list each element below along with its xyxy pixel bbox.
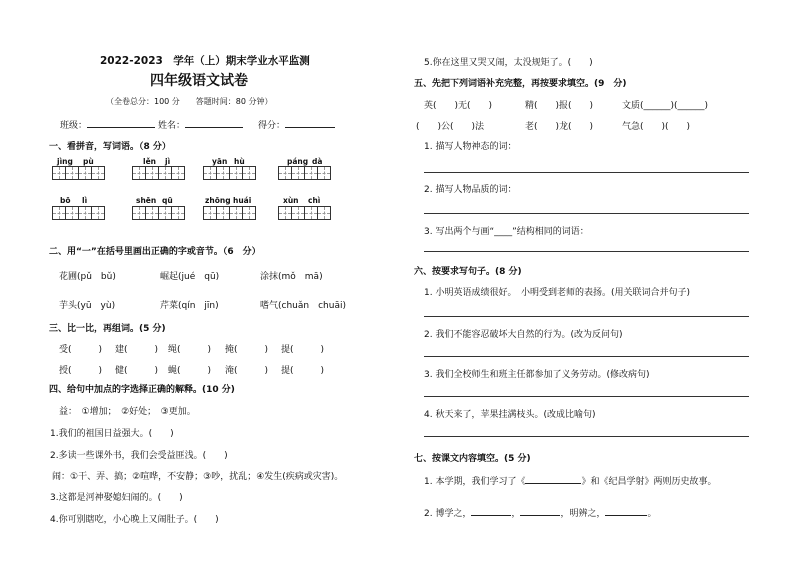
s3-item-9[interactable]: 淹( ) [225, 366, 269, 376]
name-label: 姓名： [158, 121, 186, 131]
s4-question-5[interactable]: 5.你在这里又哭又闹，太没规矩了。( ) [424, 58, 593, 68]
tianzige-3[interactable] [203, 166, 255, 180]
s2-item-3[interactable]: 涂抹(mǒ mā) [260, 272, 323, 282]
pinyin-3a: yān [212, 157, 228, 166]
score-field[interactable] [258, 117, 335, 131]
s2-item-5[interactable]: 芹菜(qín jīn) [160, 301, 219, 311]
s3-item-10[interactable]: 提( ) [281, 366, 325, 376]
s7-q1-prefix: 1. 本学期，我们学习了《 [424, 477, 526, 487]
pinyin-6b: qū [162, 196, 173, 205]
answer-line-s5-2[interactable] [424, 213, 749, 214]
s5-item-3[interactable]: 文质(______)(______) [622, 101, 709, 111]
s6-question-1: 1. 小明英语成绩很好。 小明受到老师的表扬。(用关联词合并句子) [424, 288, 690, 298]
s4-yi-meanings: 益： ①增加； ②好处； ③更加。 [59, 407, 196, 417]
s3-item-1[interactable]: 受( ) [59, 345, 103, 355]
pinyin-5a: bō [60, 196, 71, 205]
pinyin-6a: shēn [136, 196, 157, 205]
s4-question-4[interactable]: 4.你可别瞎吃，小心晚上又闹肚子。( ) [50, 515, 219, 525]
s5-item-4[interactable]: ( )公( )法 [416, 122, 485, 132]
pinyin-1a: jìng [57, 157, 73, 166]
s7-q2-sep-1: ， [511, 509, 521, 519]
s6-question-2: 2. 我们不能容忍破坏大自然的行为。(改为反问句) [424, 330, 623, 340]
pinyin-2a: lěn [143, 157, 156, 166]
s3-item-4[interactable]: 掩( ) [225, 345, 269, 355]
answer-line-s6-4[interactable] [424, 436, 749, 437]
answer-line-s5-1[interactable] [424, 172, 749, 173]
pinyin-8b: chì [308, 196, 321, 205]
s5-item-1[interactable]: 英( )无( ) [424, 101, 493, 111]
section-3-heading: 三、比一比，再组词。(5 分) [49, 324, 166, 334]
pinyin-5b: lì [82, 196, 88, 205]
pinyin-1b: pù [83, 157, 94, 166]
s6-question-3: 3. 我们全校师生和班主任都参加了义务劳动。(修改病句) [424, 370, 650, 380]
exam-year-line: 2022-2023 学年（上）期末学业水平监测 [100, 55, 310, 67]
pinyin-3b: hù [234, 157, 245, 166]
s3-item-5[interactable]: 提( ) [281, 345, 325, 355]
pinyin-7b: huái [233, 196, 252, 205]
answer-line-s6-3[interactable] [424, 396, 749, 397]
s4-question-3[interactable]: 3.这都是河神娶媳妇闹的。( ) [50, 493, 183, 503]
s2-item-1[interactable]: 花圃(pǔ bǔ) [59, 272, 116, 282]
tianzige-5[interactable] [52, 206, 104, 220]
tianzige-6[interactable] [132, 206, 184, 220]
section-5-heading: 五、先把下列词语补充完整，再按要求填空。(9 分) [414, 79, 627, 89]
s7-q1-suffix: 》和《纪昌学射》两则历史故事。 [581, 477, 717, 487]
s4-nao-meanings: 闹：①干、弄、搞；②喧哗，不安静；③吵，扰乱；④发生(疾病或灾害)。 [52, 472, 344, 482]
s2-item-4[interactable]: 芋头(yū yù) [59, 301, 116, 311]
pinyin-4a: páng [287, 157, 309, 166]
answer-line-s5-3[interactable] [424, 251, 749, 252]
s3-item-3[interactable]: 绳( ) [168, 345, 212, 355]
pinyin-4b: dà [312, 157, 323, 166]
s7-q2-blank-1[interactable] [471, 505, 511, 516]
s4-question-2[interactable]: 2.多读一些课外书，我们会受益匪浅。( ) [50, 451, 228, 461]
s5-question-3: 3. 写出两个与画“____”结构相同的词语： [424, 227, 589, 237]
class-label: 班级： [60, 121, 88, 131]
s5-question-2: 2. 描写人物品质的词： [424, 185, 517, 195]
section-7-heading: 七、按课文内容填空。(5 分) [414, 454, 531, 464]
section-1-heading: 一、看拼音，写词语。（8 分） [49, 142, 171, 152]
s2-item-6[interactable]: 嗜气(chuǎn chuāi) [260, 301, 346, 311]
s6-question-4: 4. 秋天来了，苹果挂满枝头。(改成比喻句) [424, 410, 596, 420]
s7-q2-mid: ，明辨之， [560, 509, 606, 519]
s7-question-2 [424, 505, 657, 519]
pinyin-8a: xùn [283, 196, 299, 205]
answer-line-s6-2[interactable] [424, 356, 749, 357]
s7-q2-blank-2[interactable] [520, 505, 560, 516]
s3-item-7[interactable]: 健( ) [115, 366, 159, 376]
section-4-heading: 四、给句中加点的字选择正确的解释。(10 分) [49, 385, 235, 395]
pinyin-7a: zhōng [205, 196, 231, 205]
exam-title: 四年级语文试卷 [150, 73, 248, 89]
tianzige-1[interactable] [52, 166, 104, 180]
section-2-heading: 二、用“一”在括号里画出正确的字或音节。（6 分） [49, 247, 261, 257]
s2-item-2[interactable]: 崛起(jué qū) [160, 272, 220, 282]
section-6-heading: 六、按要求写句子。(8 分) [414, 267, 522, 277]
tianzige-2[interactable] [132, 166, 184, 180]
name-field[interactable] [158, 117, 243, 131]
s7-q2-end: 。 [647, 509, 657, 519]
s7-question-1 [424, 473, 716, 487]
s7-q2-prefix: 2. 博学之， [424, 509, 472, 519]
s5-item-6[interactable]: 气急( )( ) [622, 122, 691, 132]
s7-q1-blank[interactable] [525, 473, 581, 484]
tianzige-7[interactable] [203, 206, 255, 220]
s3-item-8[interactable]: 蝇( ) [168, 366, 212, 376]
pinyin-2b: jì [165, 157, 171, 166]
tianzige-4[interactable] [278, 166, 330, 180]
s4-question-1[interactable]: 1.我们的祖国日益强大。( ) [50, 429, 174, 439]
answer-line-s6-1[interactable] [424, 316, 749, 317]
score-label: 得分： [258, 121, 286, 131]
s7-q2-blank-3[interactable] [605, 505, 647, 516]
s3-item-2[interactable]: 建( ) [115, 345, 159, 355]
s5-item-2[interactable]: 精( )报( ) [525, 101, 594, 111]
exam-info: （全卷总分：100 分 答题时间：80 分钟） [106, 97, 273, 106]
s5-question-1: 1. 描写人物神态的词： [424, 142, 517, 152]
s3-item-6[interactable]: 授( ) [59, 366, 103, 376]
s5-item-5[interactable]: 老( )龙( ) [525, 122, 594, 132]
tianzige-8[interactable] [278, 206, 330, 220]
class-field[interactable] [60, 117, 155, 131]
